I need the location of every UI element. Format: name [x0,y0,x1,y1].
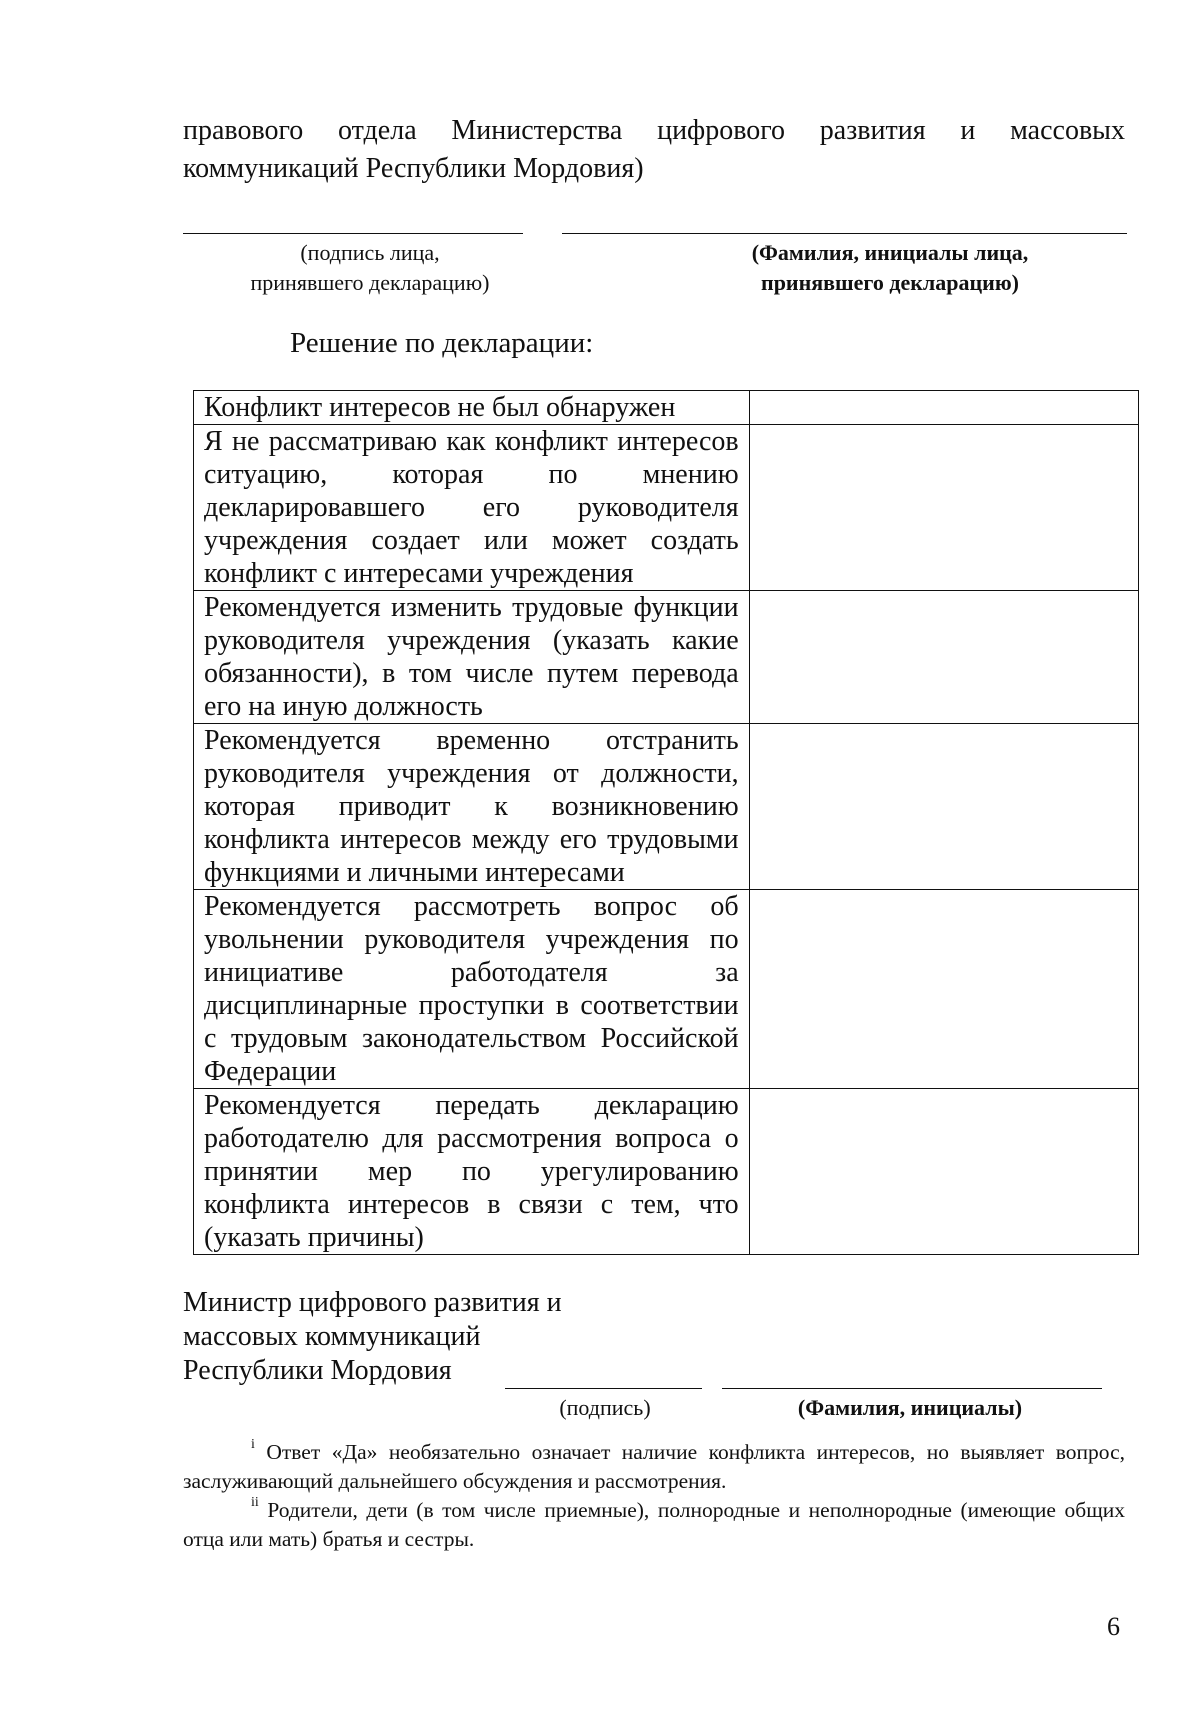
footnote-2 [183,1496,1125,1554]
decision-option-no-conflict: Конфликт интересов не был обнаружен [194,391,750,425]
footnote-2-text: Родители, дети (в том числе приемные), полнородные и неполнородные (имеющие общих отца или мать) братья и сестры. [183,1498,1126,1551]
decision-table [193,390,1139,1255]
acceptor-signature-caption-line2: принявшего декларацию) [250,270,490,295]
decision-row [194,890,1139,1089]
decision-row [194,591,1139,724]
minister-signature-line [505,1388,702,1389]
minister-title-line3: Республики Мордовия [183,1355,452,1386]
minister-title-line1: Министр цифрового развития и [183,1287,562,1318]
footnote-1-text: Ответ «Да» необязательно означает наличие конфликта интересов, но выявляет вопрос, заслуживающий дальнейшего обсуждения и рассмотрения. [183,1440,1125,1493]
minister-title [183,1286,562,1388]
decision-option-change-functions: Рекомендуется изменить трудовые функции руководителя учреждения (указать какие обязанности), в том числе путем перевода его на иную должность [194,591,750,724]
footnote-2-marker: ii [251,1495,259,1510]
decision-option-transfer-to-employer: Рекомендуется передать декларацию работодателю для рассмотрения вопроса о принятии мер по урегулированию конфликта интересов в связи с тем, что (указать причины) [194,1089,750,1255]
decision-mark-cell[interactable] [749,890,1138,1089]
acceptor-name-caption [700,238,1080,298]
footnote-1 [183,1438,1125,1496]
decision-row [194,724,1139,890]
intro-paragraph: правового отдела Министерства цифрового развития и массовых коммуникаций Республики Мордовия) [183,115,1125,184]
decision-row [194,391,1139,425]
decision-option-dismissal: Рекомендуется рассмотреть вопрос об увольнении руководителя учреждения по инициативе работодателя за дисциплинарные проступки в соответствии с трудовым законодательством Российской Федерации [194,890,750,1089]
decision-option-not-considered-conflict: Я не рассматриваю как конфликт интересов ситуацию, которая по мнению декларировавшего его руководителя учреждения создает или может создать конфликт с интересами учреждения [194,425,750,591]
decision-mark-cell[interactable] [749,391,1138,425]
decision-row [194,425,1139,591]
minister-title-line2: массовых коммуникаций [183,1321,481,1352]
decision-row [194,1089,1139,1255]
minister-name-line [722,1388,1102,1389]
decision-option-temporary-removal: Рекомендуется временно отстранить руководителя учреждения от должности, которая приводит к возникновению конфликта интересов между его трудовыми функциями и личными интересами [194,724,750,890]
acceptor-signature-caption-line1: (подпись лица, [300,240,440,265]
footnote-1-marker: i [251,1437,255,1452]
decision-mark-cell[interactable] [749,591,1138,724]
acceptor-signature-caption [220,238,520,298]
page-number: 6 [1107,1612,1120,1641]
decision-mark-cell[interactable] [749,1089,1138,1255]
decision-mark-cell[interactable] [749,425,1138,591]
minister-signature-caption: (подпись) [559,1395,651,1420]
acceptor-name-caption-line2: принявшего декларацию) [761,270,1019,295]
footnotes [183,1438,1125,1554]
decision-mark-cell[interactable] [749,724,1138,890]
acceptor-name-caption-line1: (Фамилия, инициалы лица, [751,240,1029,265]
acceptor-signature-line [183,233,523,234]
decision-heading: Решение по декларации: [290,327,594,359]
acceptor-name-line [562,233,1127,234]
minister-name-caption: (Фамилия, инициалы) [797,1395,1023,1420]
